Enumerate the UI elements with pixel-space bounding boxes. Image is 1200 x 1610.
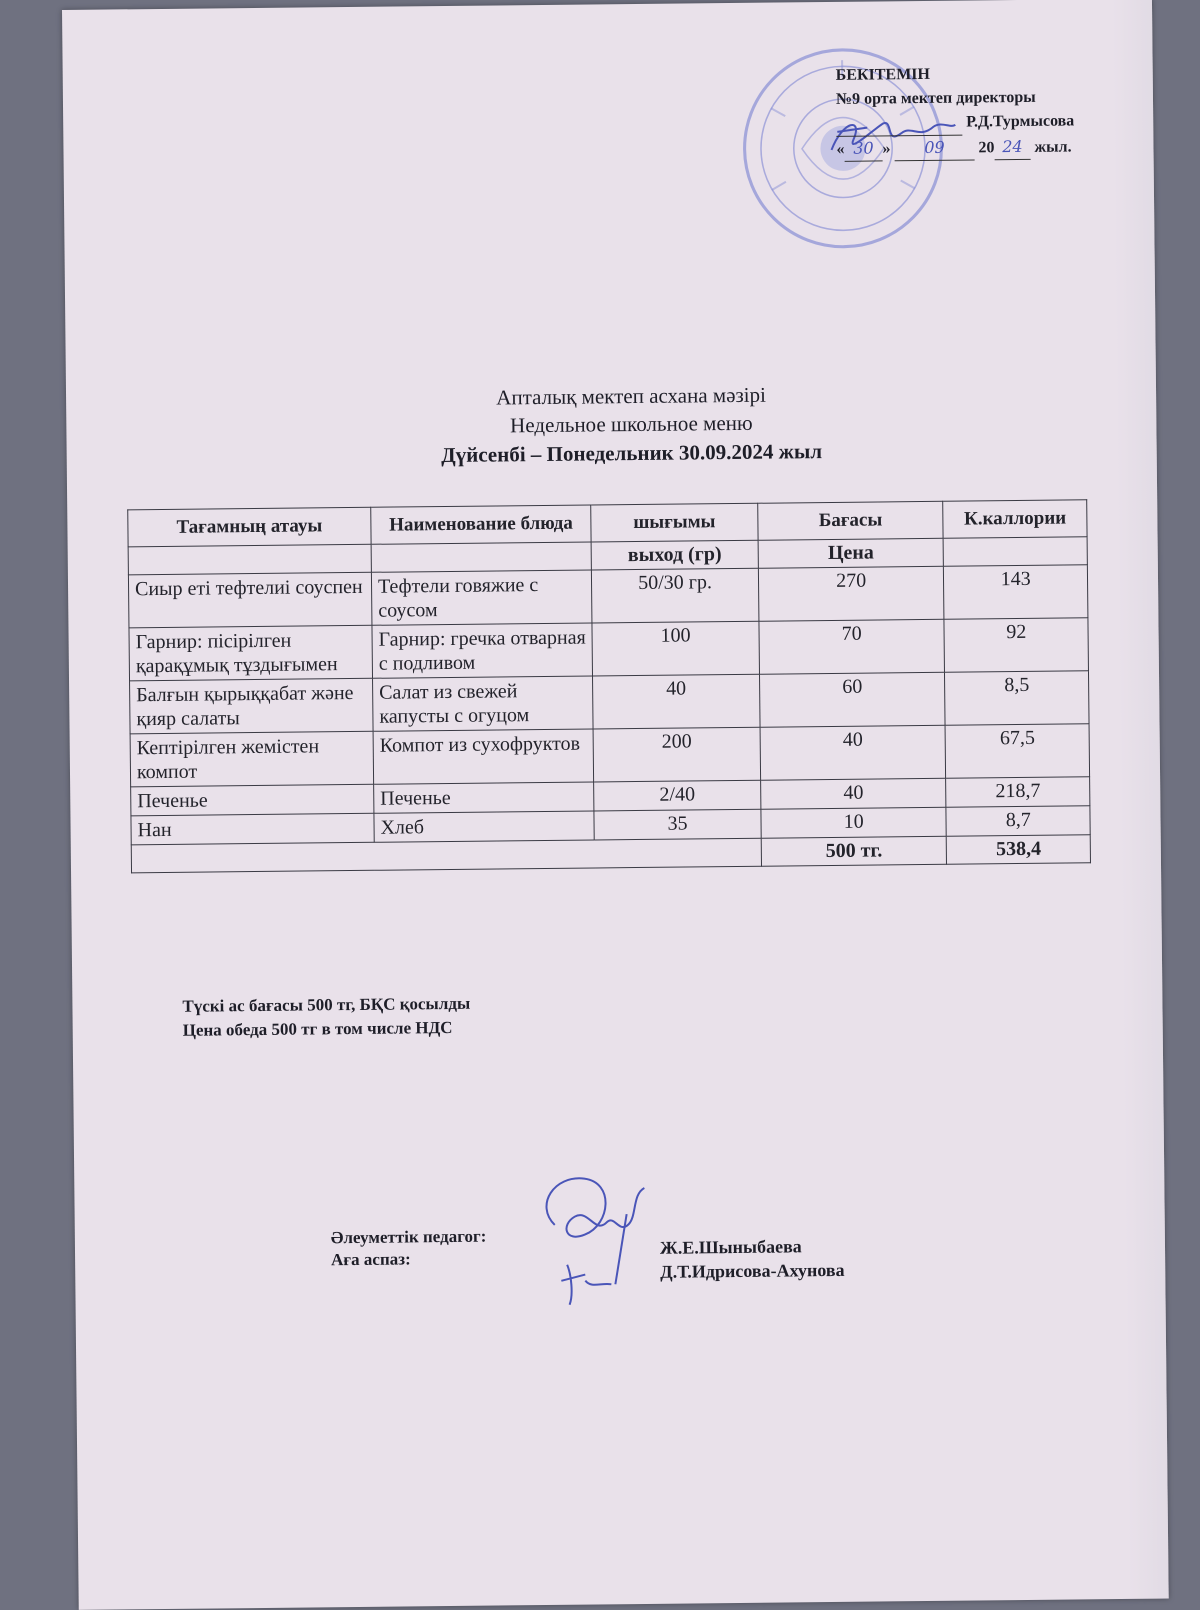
signature-blank <box>836 111 962 137</box>
document-sheet <box>62 0 1169 1610</box>
dish-ru: Компот из сухофруктов <box>373 729 594 784</box>
dish-ru: Тефтели говяжие с соусом <box>371 570 592 625</box>
subheader-output: выход (гр) <box>591 540 758 570</box>
year-suffix: 24 <box>994 135 1030 160</box>
price-notes <box>182 992 470 1043</box>
dish-kcal: 67,5 <box>946 724 1090 779</box>
dish-output: 40 <box>593 674 760 729</box>
dish-ru: Печенье <box>374 782 594 813</box>
header-output: шығымы <box>591 503 758 542</box>
approval-director-line <box>836 109 1126 137</box>
director-name: Р.Д.Турмысова <box>966 112 1074 130</box>
dish-kz: Печенье <box>131 784 374 816</box>
total-price: 500 тг. <box>761 836 947 866</box>
header-ru-name: Наименование блюда <box>371 505 592 544</box>
subheader-price: Цена <box>758 538 944 568</box>
dish-kcal: 8,7 <box>946 806 1090 837</box>
dish-kz: Балғын қырыққабат және қияр салаты <box>130 678 374 734</box>
total-kcal: 538,4 <box>947 835 1091 865</box>
menu-table <box>127 499 1091 873</box>
approval-block <box>836 61 1127 162</box>
dish-ru: Гарнир: гречка отварная с подливом <box>372 623 593 678</box>
approval-heading: БЕКІТЕМІН <box>836 61 1126 88</box>
name-head-cook: Д.Т.Идрисова-Ахунова <box>660 1258 845 1284</box>
signature-roles <box>331 1226 487 1272</box>
header-kz-name: Тағамның атауы <box>128 507 371 547</box>
dish-output: 2/40 <box>594 780 761 811</box>
dish-kz: Кептірілген жемістен компот <box>130 731 374 787</box>
approval-position: №9 орта мектеп директоры <box>836 85 1126 112</box>
dish-price: 10 <box>761 807 947 838</box>
dish-kcal: 218,7 <box>946 777 1090 808</box>
paper-shadow <box>1112 0 1169 1599</box>
total-empty-cell <box>131 838 761 873</box>
date-month: 09 <box>894 135 974 161</box>
close-quote: » <box>882 140 890 157</box>
title-kz: Апталық мектеп асхана мәзірі <box>66 376 1196 416</box>
role-social-teacher: Әлеуметтік педагог: <box>331 1226 487 1250</box>
subheader-cell <box>128 544 371 575</box>
dish-output: 35 <box>594 809 761 840</box>
dish-output: 50/30 гр. <box>592 568 759 623</box>
dish-price: 40 <box>760 778 946 809</box>
dish-ru: Салат из свежей капусты с огуцом <box>372 676 593 731</box>
dish-kz: Нан <box>131 813 374 845</box>
dish-kcal: 92 <box>944 618 1088 673</box>
year-word: жыл. <box>1034 138 1071 155</box>
subheader-cell <box>944 537 1088 567</box>
dish-price: 60 <box>759 672 945 727</box>
dish-kz: Сиыр еті тефтелиі соуспен <box>128 572 372 628</box>
note-kz: Түскі ас бағасы 500 тг, БҚС қосылды <box>182 992 470 1019</box>
dish-price: 270 <box>758 566 944 621</box>
title-day: Дүйсенбі – Понедельник 30.09.2024 жыл <box>67 432 1197 474</box>
approval-date-line <box>836 134 1126 162</box>
dish-output: 200 <box>593 727 760 782</box>
date-day: 30 <box>844 136 882 161</box>
dish-kz: Гарнир: пісірілген қарақұмық тұздығымен <box>129 625 373 681</box>
dish-price: 40 <box>760 725 946 780</box>
role-head-cook: Аға аспаз: <box>331 1248 487 1272</box>
subheader-cell <box>371 542 591 572</box>
handwritten-signature <box>514 1164 666 1316</box>
name-social-teacher: Ж.Е.Шыныбаева <box>660 1234 845 1260</box>
signature-names <box>660 1234 845 1284</box>
dish-output: 100 <box>592 621 759 676</box>
dish-price: 70 <box>759 619 945 674</box>
dish-ru: Хлеб <box>374 811 594 842</box>
title-ru: Недельное школьное меню <box>66 404 1196 444</box>
menu-titles <box>66 376 1197 474</box>
note-ru: Цена обеда 500 тг в том числе НДС <box>183 1016 471 1043</box>
open-quote: « <box>836 141 844 158</box>
header-price: Бағасы <box>758 501 944 540</box>
dish-kcal: 143 <box>944 565 1088 620</box>
dish-kcal: 8,5 <box>945 671 1089 726</box>
header-kcal: К.каллории <box>943 500 1087 539</box>
year-prefix: 20 <box>978 139 994 156</box>
